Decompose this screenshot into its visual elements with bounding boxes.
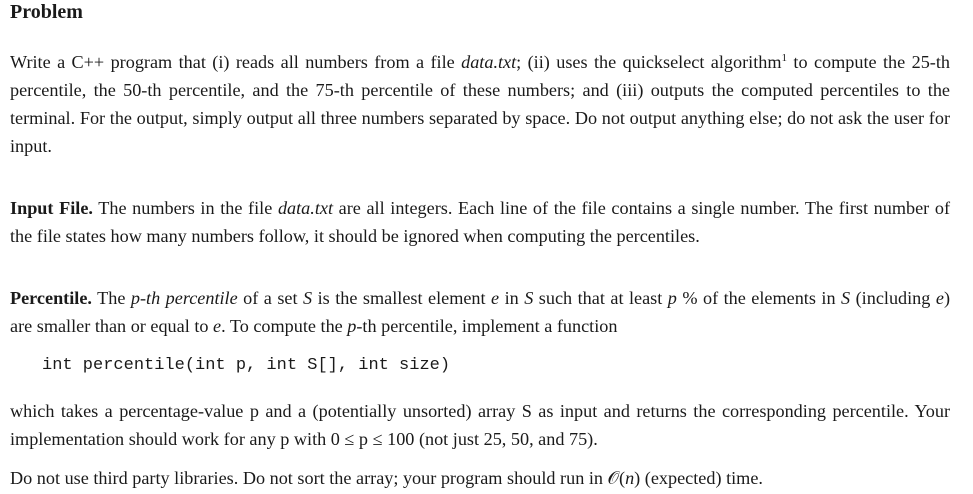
section-heading: Problem	[10, 1, 83, 23]
percentile-text-4: is the smallest element	[312, 288, 492, 308]
percentile-text-5: in	[499, 288, 525, 308]
intro-filename: data.txt	[461, 52, 517, 72]
input-file-text-1: The numbers in the file	[92, 198, 278, 218]
percentile-term-text: -th percentile	[139, 288, 238, 308]
percentile-text-3: of a set	[237, 288, 304, 308]
input-file-title: Input File.	[10, 198, 93, 218]
math-p: p	[130, 288, 140, 308]
footnote-marker: 1	[781, 52, 788, 64]
math-S: S	[303, 288, 313, 308]
description-paragraph	[10, 397, 950, 453]
function-signature-code: int percentile(int p, int S[], int size)	[42, 356, 451, 375]
math-paren-open: (	[619, 468, 626, 488]
constraint-text-1: Do not use third party libraries. Do not sort the array; your program should run in	[10, 468, 608, 488]
percentile-text-10: . To compute the	[221, 316, 348, 336]
math-S: S	[524, 288, 534, 308]
constraint-text-2: (expected) time.	[640, 468, 763, 488]
percentile-term	[131, 288, 238, 308]
input-file-paragraph	[10, 194, 950, 250]
percentile-text-1: The	[91, 288, 131, 308]
math-S: S	[841, 288, 851, 308]
intro-text-2: ; (ii) uses the quickselect algorithm	[516, 52, 782, 72]
math-e: e	[491, 288, 500, 308]
math-e: e	[935, 288, 944, 308]
percentile-text-7: % of the elements in	[676, 288, 842, 308]
math-p: p	[347, 316, 357, 336]
description-text-1: which takes a percentage-value p and a (potentially unsorted) array S as input and returns the corresponding percentile. Your implementation should work for any p with	[10, 401, 950, 449]
input-file-filename: data.txt	[277, 198, 333, 218]
math-paren-close: )	[634, 468, 641, 488]
math-range: 0 ≤ p ≤ 100	[330, 429, 415, 449]
percentile-title: Percentile.	[10, 288, 92, 308]
math-n: n	[625, 468, 635, 488]
intro-text-1: Write a C++ program that (i) reads all numbers from a file	[10, 52, 462, 72]
math-p: p	[667, 288, 677, 308]
math-bigo: 𝒪	[607, 468, 620, 488]
percentile-text-9: ) are smaller than or equal to	[10, 288, 950, 336]
input-file-text-2: are all integers. Each line of the file contains a single number. The first number of the file states how many numbers follow, it should be ignored when computing the percentiles.	[10, 198, 951, 246]
percentile-text-8: (including	[850, 288, 936, 308]
percentile-text-6: such that at least	[533, 288, 668, 308]
percentile-paragraph	[10, 284, 950, 340]
intro-paragraph	[10, 48, 950, 160]
description-text-2: (not just 25, 50, and 75).	[414, 429, 598, 449]
math-e: e	[213, 316, 222, 336]
percentile-text-11: -th percentile, implement a function	[356, 316, 618, 336]
constraint-paragraph	[10, 464, 950, 492]
intro-text-3: to compute the 25-th percentile, the 50-th percentile, and the 75-th percentile of these numbers; and (iii) outputs the computed percentiles to the terminal. For the output, simply output all three numbers separated by space. Do not output anything else; do not ask the user for input.	[10, 52, 951, 156]
